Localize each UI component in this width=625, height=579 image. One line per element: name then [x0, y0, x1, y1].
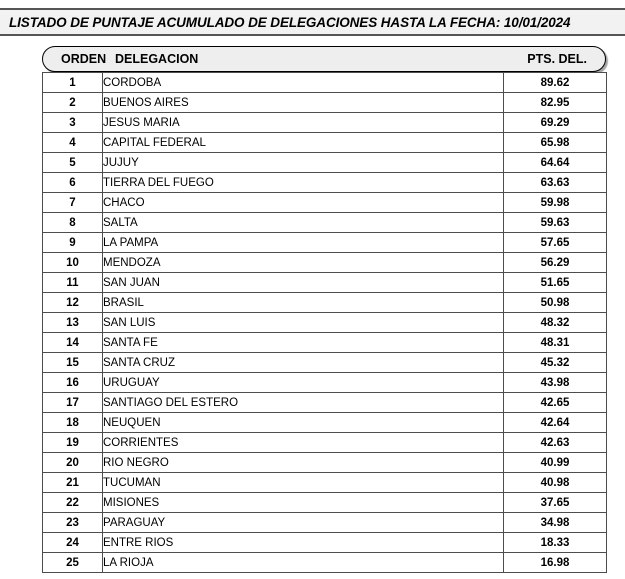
table-row [43, 413, 607, 433]
cell-orden: 7 [43, 193, 103, 213]
table-row [43, 213, 607, 233]
scores-table-body [43, 73, 607, 573]
cell-puntos: 42.65 [504, 393, 607, 413]
cell-puntos: 40.99 [504, 453, 607, 473]
cell-orden: 10 [43, 253, 103, 273]
cell-puntos: 18.33 [504, 533, 607, 553]
table-row [43, 473, 607, 493]
cell-puntos: 64.64 [504, 153, 607, 173]
cell-orden: 22 [43, 493, 103, 513]
cell-puntos: 59.98 [504, 193, 607, 213]
cell-puntos: 34.98 [504, 513, 607, 533]
page-title: LISTADO DE PUNTAJE ACUMULADO DE DELEGACIONES HASTA LA FECHA: 10/01/2024 [9, 14, 571, 30]
cell-orden: 21 [43, 473, 103, 493]
cell-puntos: 43.98 [504, 373, 607, 393]
cell-delegacion: NEUQUEN [103, 413, 504, 433]
cell-puntos: 48.32 [504, 313, 607, 333]
cell-delegacion: RIO NEGRO [103, 453, 504, 473]
cell-orden: 4 [43, 133, 103, 153]
cell-orden: 3 [43, 113, 103, 133]
table-row [43, 193, 607, 213]
table-row [43, 353, 607, 373]
cell-delegacion: CORDOBA [103, 73, 504, 93]
table-row [43, 253, 607, 273]
table-row [43, 453, 607, 473]
cell-orden: 9 [43, 233, 103, 253]
table-row [43, 493, 607, 513]
table-row [43, 153, 607, 173]
table-row [43, 93, 607, 113]
cell-delegacion: SANTA CRUZ [103, 353, 504, 373]
scores-table-container [42, 72, 606, 573]
cell-orden: 8 [43, 213, 103, 233]
table-row [43, 533, 607, 553]
table-row [43, 333, 607, 353]
cell-orden: 20 [43, 453, 103, 473]
cell-puntos: 37.65 [504, 493, 607, 513]
cell-orden: 1 [43, 73, 103, 93]
cell-orden: 12 [43, 293, 103, 313]
cell-delegacion: SALTA [103, 213, 504, 233]
cell-puntos: 50.98 [504, 293, 607, 313]
cell-orden: 13 [43, 313, 103, 333]
cell-orden: 11 [43, 273, 103, 293]
table-header-pill [42, 46, 606, 72]
cell-delegacion: CORRIENTES [103, 433, 504, 453]
cell-orden: 2 [43, 93, 103, 113]
cell-orden: 15 [43, 353, 103, 373]
table-row [43, 433, 607, 453]
table-row [43, 553, 607, 573]
cell-puntos: 56.29 [504, 253, 607, 273]
cell-delegacion: BUENOS AIRES [103, 93, 504, 113]
cell-orden: 19 [43, 433, 103, 453]
cell-delegacion: SANTIAGO DEL ESTERO [103, 393, 504, 413]
cell-orden: 6 [43, 173, 103, 193]
cell-orden: 5 [43, 153, 103, 173]
cell-puntos: 57.65 [504, 233, 607, 253]
scores-table [42, 72, 607, 573]
table-row [43, 293, 607, 313]
cell-delegacion: SAN JUAN [103, 273, 504, 293]
table-row [43, 133, 607, 153]
cell-puntos: 89.62 [504, 73, 607, 93]
column-header-delegacion: DELEGACION [115, 52, 199, 66]
cell-delegacion: SAN LUIS [103, 313, 504, 333]
cell-delegacion: PARAGUAY [103, 513, 504, 533]
cell-delegacion: CAPITAL FEDERAL [103, 133, 504, 153]
table-row [43, 273, 607, 293]
column-header-puntos: PTS. DEL. [527, 52, 587, 66]
cell-puntos: 69.29 [504, 113, 607, 133]
cell-puntos: 65.98 [504, 133, 607, 153]
cell-orden: 18 [43, 413, 103, 433]
cell-orden: 23 [43, 513, 103, 533]
cell-orden: 16 [43, 373, 103, 393]
cell-puntos: 45.32 [504, 353, 607, 373]
cell-delegacion: URUGUAY [103, 373, 504, 393]
cell-puntos: 51.65 [504, 273, 607, 293]
cell-delegacion: CHACO [103, 193, 504, 213]
cell-delegacion: JUJUY [103, 153, 504, 173]
cell-puntos: 40.98 [504, 473, 607, 493]
table-row [43, 113, 607, 133]
table-row [43, 373, 607, 393]
table-row [43, 173, 607, 193]
cell-delegacion: LA PAMPA [103, 233, 504, 253]
cell-orden: 17 [43, 393, 103, 413]
column-header-orden: ORDEN [61, 52, 107, 66]
table-row [43, 393, 607, 413]
cell-orden: 24 [43, 533, 103, 553]
table-row [43, 233, 607, 253]
cell-delegacion: MISIONES [103, 493, 504, 513]
cell-delegacion: SANTA FE [103, 333, 504, 353]
cell-delegacion: TUCUMAN [103, 473, 504, 493]
cell-orden: 25 [43, 553, 103, 573]
cell-delegacion: JESUS MARIA [103, 113, 504, 133]
cell-delegacion: BRASIL [103, 293, 504, 313]
cell-orden: 14 [43, 333, 103, 353]
cell-puntos: 82.95 [504, 93, 607, 113]
cell-puntos: 59.63 [504, 213, 607, 233]
cell-puntos: 42.64 [504, 413, 607, 433]
table-row [43, 513, 607, 533]
cell-delegacion: ENTRE RIOS [103, 533, 504, 553]
cell-puntos: 63.63 [504, 173, 607, 193]
cell-puntos: 48.31 [504, 333, 607, 353]
report-title-band [0, 8, 625, 36]
cell-delegacion: LA RIOJA [103, 553, 504, 573]
cell-delegacion: MENDOZA [103, 253, 504, 273]
cell-puntos: 42.63 [504, 433, 607, 453]
cell-delegacion: TIERRA DEL FUEGO [103, 173, 504, 193]
table-row [43, 73, 607, 93]
cell-puntos: 16.98 [504, 553, 607, 573]
table-row [43, 313, 607, 333]
